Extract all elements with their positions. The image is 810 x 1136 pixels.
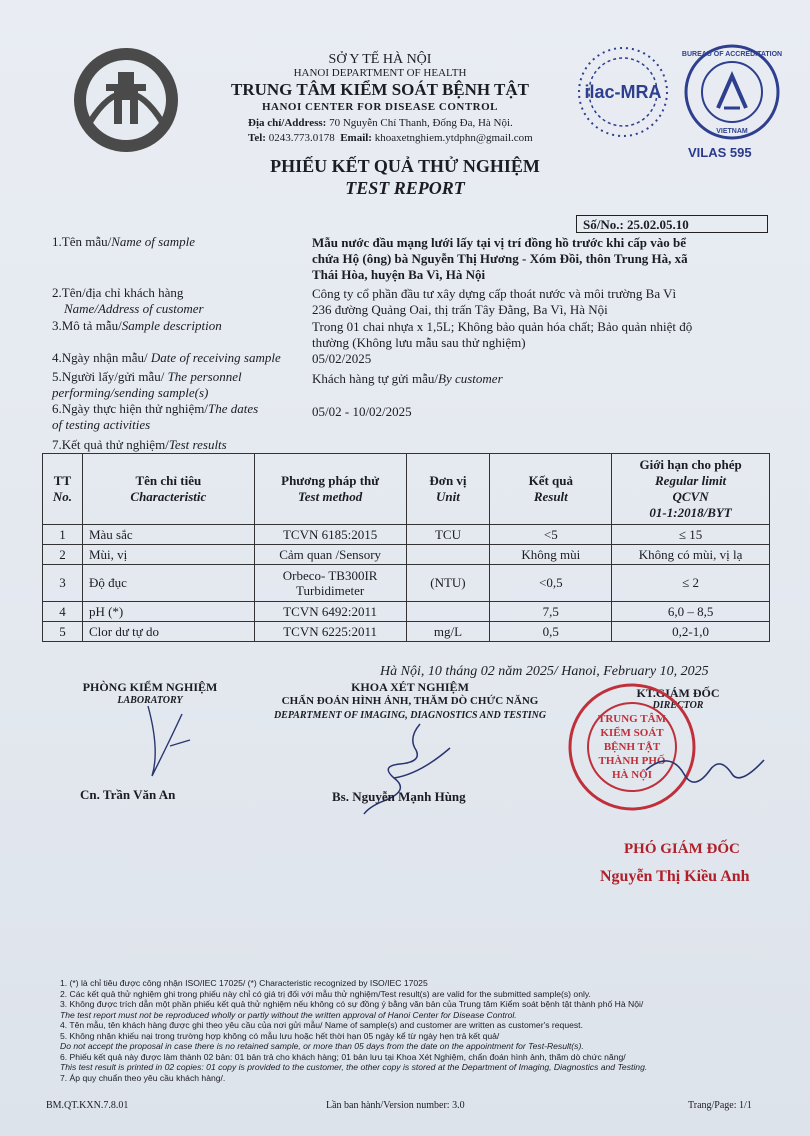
lab-title: PHÒNG KIỂM NGHIỆM: [82, 680, 218, 694]
dept-title-en: DEPARTMENT OF IMAGING, DIAGNOSTICS AND TESTING: [273, 710, 547, 721]
cell-method: TCVN 6492:2011: [254, 602, 406, 622]
hanoi-cdc-logo: [70, 44, 182, 156]
ilac-mra-logo: [570, 42, 676, 142]
field-description-label: 3.Mô tả mẫu/Sample description: [52, 318, 222, 333]
note-line: 7. Áp quy chuẩn theo yêu cầu khách hàng/.: [60, 1072, 226, 1083]
cell-no: 5: [43, 622, 83, 642]
field-customer-value: Công ty cổ phần đầu tư xây dựng cấp thoát nước và môi trường Ba Vì 236 đường Quảng Oai, thị trấn Tây Đằng, Ba Vì, Hà Nội: [312, 286, 677, 317]
field-test-dates-value: 05/02 - 10/02/2025: [312, 404, 412, 419]
cell-result: 7,5: [490, 602, 612, 622]
cell-limit: 0,2-1,0: [612, 622, 770, 642]
page-number: Trang/Page: 1/1: [688, 1100, 752, 1111]
field-sample-name-value: Mẫu nước đầu mạng lưới lấy tại vị trí đồng hồ trước khi cấp vào bể chứa Hộ (ông) bà Nguyễn Thị Hương - Xóm Đồi, thôn Trung Hà, xã Thái Hòa, huyện Ba Vì, Hà Nội: [312, 235, 688, 282]
table-row: [43, 565, 770, 602]
deputy-name: Nguyễn Thị Kiều Anh: [600, 868, 750, 885]
svg-text:KIỂM SOÁT: KIỂM SOÁT: [600, 727, 664, 739]
svg-text:TRUNG TÂM: TRUNG TÂM: [598, 713, 666, 725]
cell-name: pH (*): [82, 602, 254, 622]
cell-no: 1: [43, 525, 83, 545]
svg-text:HÀ NỘI: HÀ NỘI: [611, 769, 653, 781]
note-line: 6. Phiếu kết quả này được làm thành 02 bản: 01 bản trả cho khách hàng; 01 bản lưu tại Khoa Xét Nghiệm, chẩn đoán hình ảnh, thăm dò chức năng/: [60, 1051, 626, 1062]
header-method: Phương pháp thử Test method: [254, 454, 406, 525]
cell-unit: mg/L: [406, 622, 490, 642]
table-row: [43, 622, 770, 642]
note-line: This test result is printed in 02 copies: 01 copy is provided to the customer, the other copy is stored at the Department of Imaging, Diagnostics and Testing.: [60, 1062, 648, 1072]
note-line: 1. (*) là chỉ tiêu được công nhận ISO/IEC 17025/ (*) Characteristic recognized by ISO/IEC 17025: [60, 978, 428, 988]
cell-unit: (NTU): [406, 565, 490, 602]
note-line: Do not accept the proposal in case there is no retained sample, or more than 05 days from the date on the appointment for Test-Result(s).: [60, 1041, 584, 1051]
table-row: [43, 602, 770, 622]
field-customer-label: 2.Tên/địa chỉ khách hàng Name/Address of customer: [52, 285, 204, 316]
header-characteristic: Tên chỉ tiêu Characteristic: [82, 454, 254, 525]
cell-limit: ≤ 15: [612, 525, 770, 545]
header-unit: Đơn vị Unit: [406, 454, 490, 525]
lab-signer-name: Cn. Trần Văn An: [80, 787, 176, 802]
cell-method: Orbeco- TB300IR Turbidimeter: [254, 565, 406, 602]
field-results-label: 7.Kết quả thử nghiệm/Test results: [52, 437, 227, 452]
director-signature: [640, 740, 770, 800]
svg-text:ilac-MRA: ilac-MRA: [584, 82, 662, 102]
cell-limit: ≤ 2: [612, 565, 770, 602]
note-line: 3. Không được trích dẫn một phần phiếu kết quả thử nghiệm nếu không có sự đồng ý bằng văn bản của Trung tâm Kiểm soát bệnh tật thành phố Hà Nội/: [60, 999, 644, 1009]
cell-method: Cảm quan /Sensory: [254, 545, 406, 565]
footnotes: [60, 978, 780, 1083]
field-sample-name-label: 1.Tên mẫu/Name of sample: [52, 234, 195, 249]
table-row: [43, 525, 770, 545]
svg-text:BỆNH TẬT: BỆNH TẬT: [603, 741, 661, 753]
form-code: BM.QT.KXN.7.8.01: [46, 1100, 129, 1111]
field-receive-date-label: 4.Ngày nhận mẫu/ Date of receiving sample: [52, 350, 281, 365]
note-line: The test report must not be reproduced wholly or partly without the written approval of Hanoi Center for Disease Control.: [60, 1009, 517, 1020]
header-no: TT No.: [43, 454, 83, 525]
version-number: Lần ban hành/Version number: 3.0: [326, 1100, 465, 1111]
svg-text:THÀNH PHỐ: THÀNH PHỐ: [598, 755, 666, 767]
cell-no: 2: [43, 545, 83, 565]
report-title-vi: PHIẾU KẾT QUẢ THỬ NGHIỆM: [270, 156, 540, 176]
dept-name-vi: SỞ Y TẾ HÀ NỘI: [328, 52, 432, 67]
cell-no: 4: [43, 602, 83, 622]
address-line: Địa chỉ/Address: 70 Nguyễn Chí Thanh, Đống Đa, Hà Nội.: [248, 117, 513, 129]
director-title-en: DIRECTOR: [652, 700, 704, 711]
director-title: KT.GIÁM ĐỐC: [636, 686, 720, 700]
results-table-header: [43, 454, 770, 525]
field-receive-date-value: 05/02/2025: [312, 351, 372, 366]
dept-title: KHOA XÉT NGHIỆM: [351, 680, 469, 694]
report-number: Số/No.: 25.02.05.10: [576, 215, 768, 233]
deputy-title: PHÓ GIÁM ĐỐC: [624, 841, 740, 857]
cell-result: Không mùi: [490, 545, 612, 565]
cell-result: <5: [490, 525, 612, 545]
dept-name-en: HANOI DEPARTMENT OF HEALTH: [293, 67, 467, 79]
header-limit: Giới hạn cho phép Regular limit QCVN 01-1:2018/BYT: [612, 454, 770, 525]
center-name-en: HANOI CENTER FOR DISEASE CONTROL: [261, 101, 499, 113]
contact-line: Tel: 0243.773.0178 Email: khoaxetnghiem.ytdphn@gmail.com: [248, 132, 533, 144]
svg-text:VIETNAM: VIETNAM: [716, 128, 748, 135]
report-title-en: TEST REPORT: [345, 178, 465, 198]
cell-method: TCVN 6225:2011: [254, 622, 406, 642]
field-test-dates-label: 6.Ngày thực hiện thử nghiệm/The dates of testing activities: [52, 401, 259, 432]
cell-name: Độ đục: [82, 565, 254, 602]
center-name-vi: TRUNG TÂM KIỂM SOÁT BỆNH TẬT: [230, 80, 530, 99]
cell-result: 0,5: [490, 622, 612, 642]
field-sender-value: Khách hàng tự gửi mẫu/By customer: [312, 371, 503, 386]
cell-name: Mùi, vị: [82, 545, 254, 565]
cell-no: 3: [43, 565, 83, 602]
note-line: 5. Không nhận khiếu nại trong trường hợp không có mẫu lưu hoặc hết thời hạn 05 ngày kể từ ngày hẹn trả kết quả/: [60, 1030, 500, 1041]
lab-title-en: LABORATORY: [117, 695, 183, 706]
field-description-value: Trong 01 chai nhựa x 1,5L; Không bảo quản hóa chất; Bảo quản nhiệt độ thường (Không lưu mẫu sau thử nghiệm): [312, 319, 693, 350]
vilas-number: VILAS 595: [688, 145, 752, 160]
dept-signer-name: Bs. Nguyễn Mạnh Hùng: [332, 789, 466, 804]
results-table: [42, 453, 770, 642]
cell-name: Clor dư tự do: [82, 622, 254, 642]
cell-unit: TCU: [406, 525, 490, 545]
field-sender-label: 5.Người lấy/gửi mẫu/ The personnel performing/sending sample(s): [52, 369, 242, 400]
signing-date: Hà Nội, 10 tháng 02 năm 2025/ Hanoi, February 10, 2025: [380, 664, 709, 679]
header-result: Kết quả Result: [490, 454, 612, 525]
bureau-accreditation-logo: [682, 42, 782, 142]
cell-name: Màu sắc: [82, 525, 254, 545]
dept-title-2: CHẨN ĐOÁN HÌNH ẢNH, THĂM DÒ CHỨC NĂNG: [281, 695, 539, 707]
table-row: [43, 545, 770, 565]
note-line: 4. Tên mẫu, tên khách hàng được ghi theo yêu cầu của nơi gửi mẫu/ Name of sample(s) and customer are written as customer's request.: [60, 1020, 583, 1030]
cell-method: TCVN 6185:2015: [254, 525, 406, 545]
lab-signature: [130, 700, 200, 780]
cell-limit: 6,0 – 8,5: [612, 602, 770, 622]
svg-text:BUREAU OF ACCREDITATION: BUREAU OF ACCREDITATION: [682, 51, 782, 58]
cell-unit: [406, 602, 490, 622]
note-line: 2. Các kết quả thử nghiệm ghi trong phiếu này chỉ có giá trị đối với mẫu thử nghiệm/Test result(s) are valid for the submitted sample(s) only.: [60, 988, 591, 999]
cell-unit: [406, 545, 490, 565]
cell-result: <0,5: [490, 565, 612, 602]
cell-limit: Không có mùi, vị lạ: [612, 545, 770, 565]
